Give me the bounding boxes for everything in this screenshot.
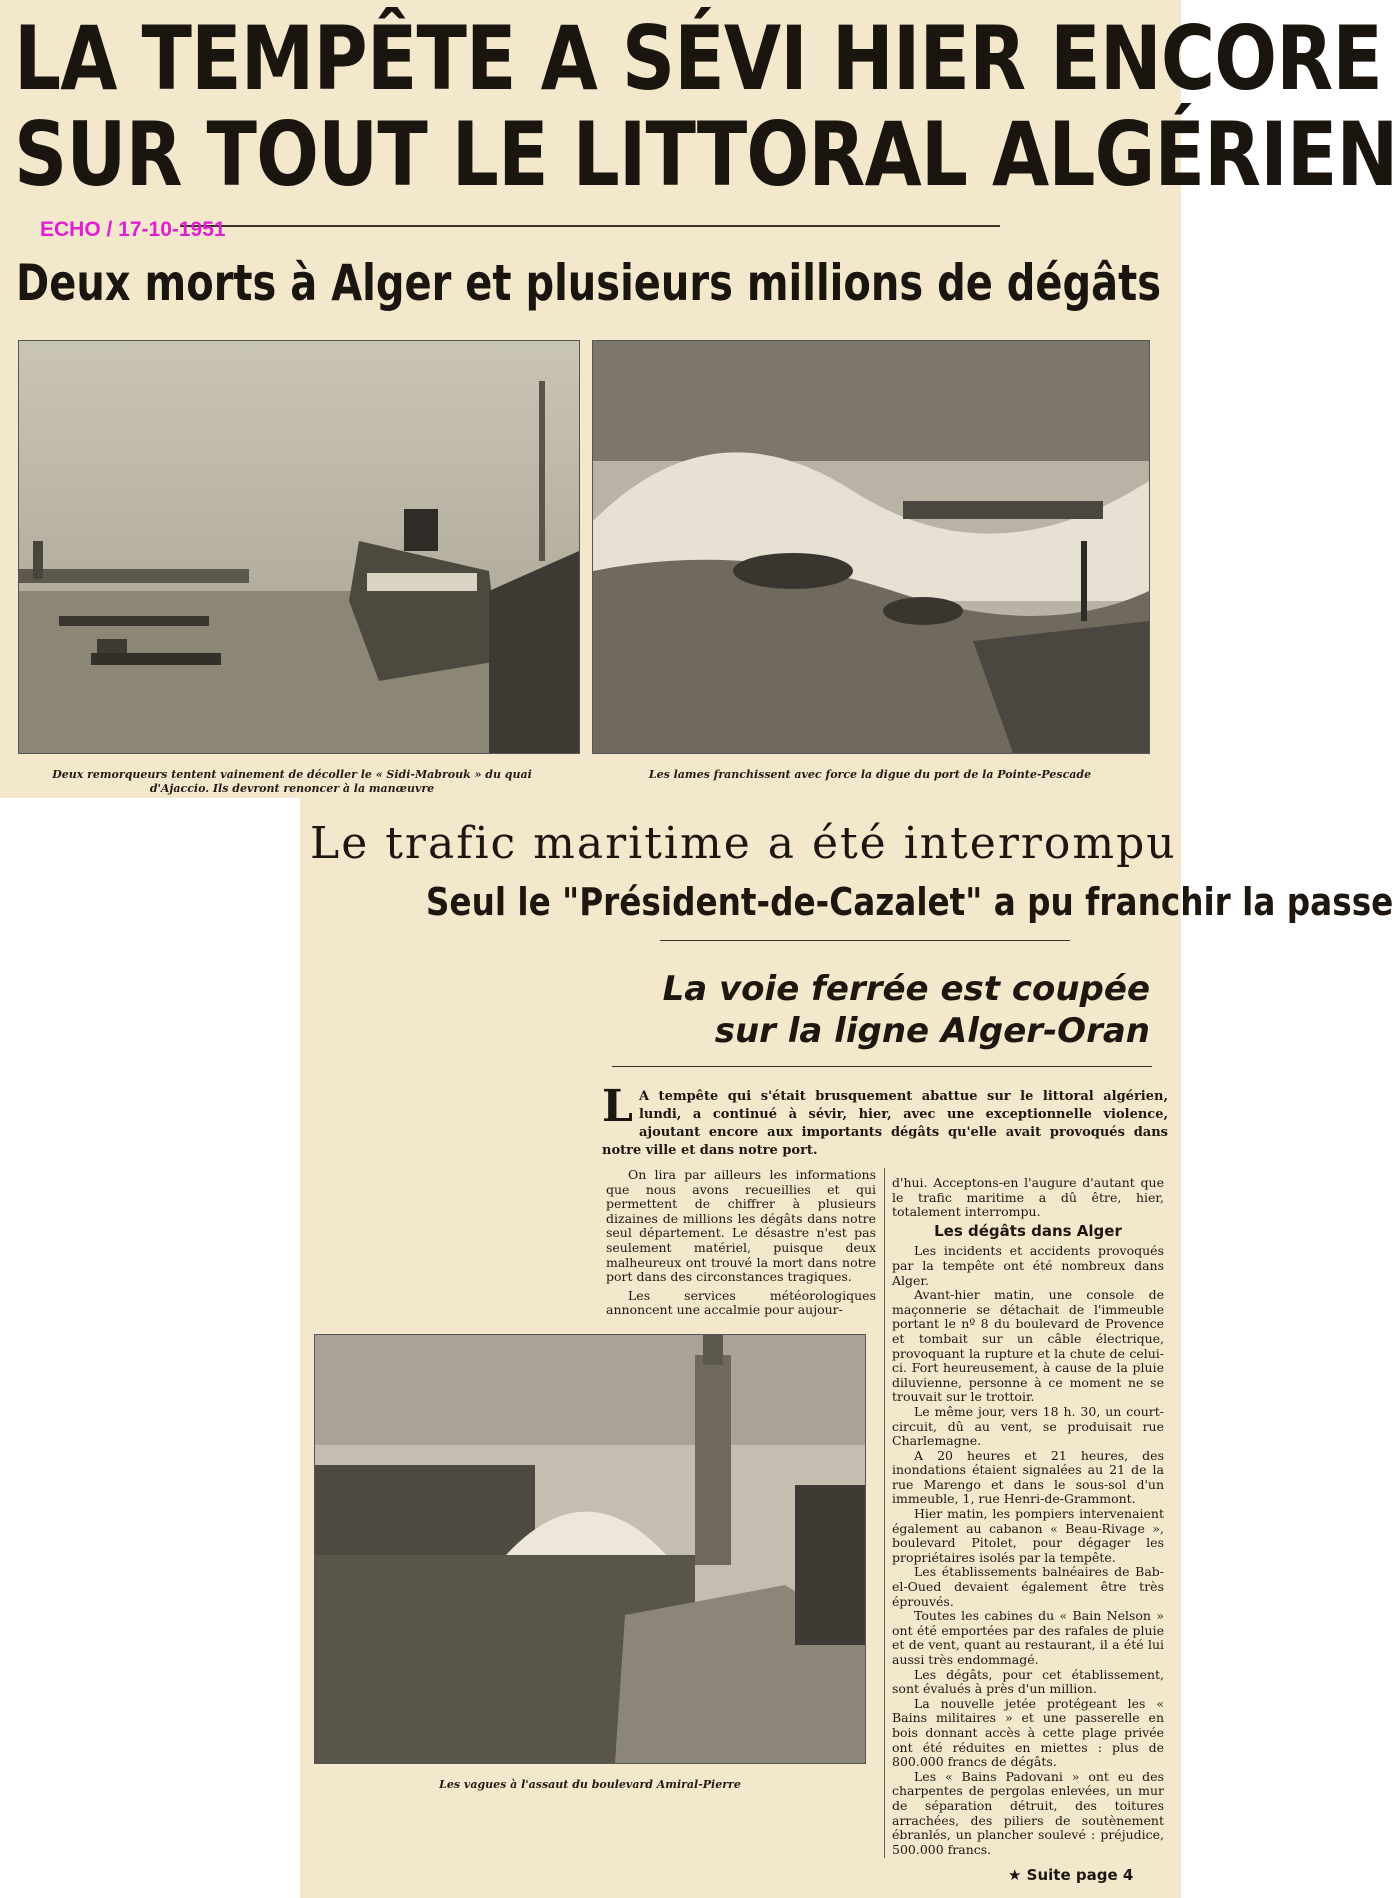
rail-headline-1: La voie ferrée est coupée	[662, 969, 1150, 1009]
col2-paragraph-3: Le même jour, vers 18 h. 30, un court-circuit, dû au vent, se produisait rue Charlemagne.	[892, 1403, 1164, 1449]
continued-on-page: ★ Suite page 4	[1008, 1866, 1134, 1884]
article-column-2	[892, 1176, 1164, 1857]
photo-caption-left: Deux remorqueurs tentent vainement de décoller le « Sidi-Mabrouk » du quai d'Ajaccio. Ils devront renoncer à la manœuvre	[52, 768, 532, 795]
col2-paragraph-1: Les incidents et accidents provoqués par la tempête ont été nombreux dans Alger.	[892, 1243, 1164, 1288]
lead-paragraph	[602, 1081, 1168, 1160]
drop-cap: L	[602, 1081, 633, 1132]
subheadline: Deux morts à Alger et plusieurs millions de dégâts	[16, 254, 1162, 312]
headline-line-2: SUR TOUT LE LITTORAL ALGÉRIEN	[14, 103, 1398, 206]
lead-text: A tempête qui s'était brusquement abattue sur le littoral algérien, lundi, a continué à sévir, hier, avec une exceptionnelle violence, ajoutant encore aux importants dégâts qu'elle avait provoqués dans notre ville et dans notre port.	[602, 1089, 1168, 1158]
rail-rule	[612, 1066, 1152, 1067]
col2-paragraph-10: Les « Bains Padovani » ont eu des charpentes de pergolas enlevées, un mur de séparation détruit, des toitures arrachées, des piliers de soutènement ébranlés, un plancher soulevé : préjudice, 500.000 francs.	[892, 1768, 1164, 1857]
source-stamp: ECHO / 17-10-1951	[40, 218, 226, 241]
col2-heading: Les dégâts dans Alger	[934, 1221, 1122, 1240]
article-column-1	[606, 1168, 876, 1318]
section-subtitle: Seul le "Président-de-Cazalet" a pu franchir la passe	[425, 880, 1394, 924]
col2-paragraph-0: d'hui. Acceptons-en l'augure d'autant que le trafic maritime a dû être, hier, totalement interrompu.	[892, 1175, 1164, 1220]
col2-paragraph-4: A 20 heures et 21 heures, des inondations étaient signalées au 21 de la rue Marengo et dans le sous-sol d'un immeuble, 1, rue Henri-de-Grammont.	[892, 1447, 1164, 1507]
photo-caption-bottom: Les vagues à l'assaut du boulevard Amiral-Pierre	[439, 1778, 741, 1791]
col1-paragraph-2: Les services météorologiques annoncent une accalmie pour aujour-	[606, 1287, 876, 1318]
col2-paragraph-5: Hier matin, les pompiers intervenaient également au cabanon « Beau-Rivage », boulevard Pitolet, pour dégager les propriétaires isolés par la tempête.	[892, 1506, 1164, 1565]
col2-paragraph-7: Toutes les cabines du « Bain Nelson » ont été emportées par des rafales de pluie et de vent, quant au restaurant, il a été lui aussi très endommagé.	[892, 1608, 1164, 1667]
col2-paragraph-6: Les établissements balnéaires de Bab-el-Oued devaient également être très éprouvés.	[892, 1564, 1164, 1609]
section-title: Le trafic maritime a été interrompu	[310, 818, 1177, 869]
col1-paragraph-1: On lira par ailleurs les informations que nous avons recueillies et qui permettent de chiffrer à plusieurs dizaines de millions les dégâts dans notre seul département. Le désastre n'est pas seulement matériel, puisque deux malheureux ont trouvé la mort dans notre port dans des circonstances tragiques.	[606, 1167, 876, 1285]
column-divider	[884, 1168, 885, 1858]
section-rule	[660, 940, 1070, 941]
col2-paragraph-9: La nouvelle jetée protégeant les « Bains militaires » et une passerelle en bois donnant accès à cette plage privée ont été réduites en miettes : plus de 800.000 francs de dégâts.	[892, 1695, 1164, 1770]
headline-rule	[180, 225, 1000, 227]
col2-paragraph-2: Avant-hier matin, une console de maçonnerie se détachait de l'immeuble portant le nº 8 du boulevard de Provence et tombait sur un câble électrique, provoquant la rupture et la chute de celui-ci. Fort heureusement, à cause de la pluie diluvienne, personne à ce moment ne se trouvait sur le trottoir.	[892, 1287, 1164, 1405]
photo-boulevard-waves	[314, 1334, 866, 1764]
photo-pointe-pescade	[592, 340, 1150, 754]
photo-caption-right: Les lames franchissent avec force la digue du port de la Pointe-Pescade	[648, 768, 1092, 781]
photo-tugboats	[18, 340, 580, 754]
headline-line-1: LA TEMPÊTE A SÉVI HIER ENCORE	[14, 7, 1382, 110]
blank-margin	[0, 798, 300, 1898]
rail-headline-2: sur la ligne Alger-Oran	[714, 1011, 1150, 1051]
col2-paragraph-8: Les dégâts, pour cet établissement, sont évalués à près d'un million.	[892, 1666, 1164, 1697]
